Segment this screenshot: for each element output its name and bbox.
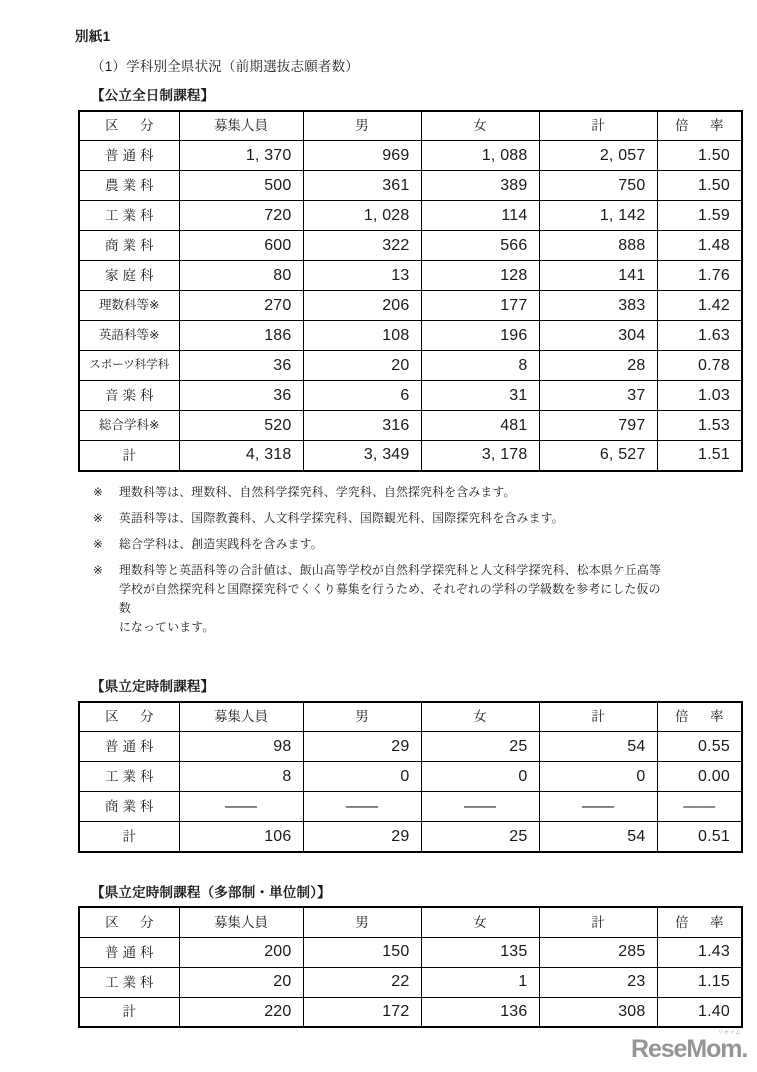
row-label: 家庭科 bbox=[79, 261, 179, 291]
resemom-watermark bbox=[631, 1030, 749, 1064]
col-capacity: 募集人員 bbox=[179, 907, 303, 937]
table-row bbox=[79, 291, 742, 321]
cell-capacity: 106 bbox=[179, 822, 303, 852]
cell-capacity: 600 bbox=[179, 231, 303, 261]
cell-total: 1, 142 bbox=[539, 201, 657, 231]
table-row bbox=[79, 351, 742, 381]
cell-male: 0 bbox=[303, 762, 421, 792]
table-row bbox=[79, 321, 742, 351]
cell-male: 29 bbox=[303, 822, 421, 852]
footnote-text bbox=[119, 483, 667, 502]
cell-total: 6, 527 bbox=[539, 441, 657, 471]
cell-total: —— bbox=[539, 792, 657, 822]
cell-female: 196 bbox=[421, 321, 539, 351]
cell-male: —— bbox=[303, 792, 421, 822]
cell-male: 20 bbox=[303, 351, 421, 381]
footnote-text bbox=[119, 535, 667, 554]
col-total: 計 bbox=[539, 111, 657, 141]
cell-total: 54 bbox=[539, 822, 657, 852]
row-label: 普通科 bbox=[79, 141, 179, 171]
table-parttime-prefectural bbox=[78, 701, 743, 853]
footnote-line: 理数科等と英語科等の合計値は、飯山高等学校が自然科学探究科と人文科学探究科、松本県ケ丘高等 bbox=[119, 562, 662, 577]
table-row bbox=[79, 732, 742, 762]
col-rate: 倍 率 bbox=[657, 907, 742, 937]
cell-capacity: 36 bbox=[179, 381, 303, 411]
footnote bbox=[93, 561, 719, 637]
table2-body bbox=[79, 732, 742, 852]
cell-female: —— bbox=[421, 792, 539, 822]
cell-male: 969 bbox=[303, 141, 421, 171]
col-division: 区 分 bbox=[79, 907, 179, 937]
cell-total: 37 bbox=[539, 381, 657, 411]
cell-capacity: 8 bbox=[179, 762, 303, 792]
cell-male: 150 bbox=[303, 937, 421, 967]
col-male: 男 bbox=[303, 907, 421, 937]
cell-total: 28 bbox=[539, 351, 657, 381]
table-row bbox=[79, 231, 742, 261]
cell-capacity: 186 bbox=[179, 321, 303, 351]
cell-rate: 0.55 bbox=[657, 732, 742, 762]
footnote-line: 理数科等は、理数科、自然科学探究科、学究科、自然探究科を含みます。 bbox=[119, 484, 516, 499]
cell-female: 481 bbox=[421, 411, 539, 441]
cell-rate: 1.43 bbox=[657, 937, 742, 967]
table-row bbox=[79, 441, 742, 471]
cell-female: 25 bbox=[421, 732, 539, 762]
row-label: 計 bbox=[79, 441, 179, 471]
cell-male: 316 bbox=[303, 411, 421, 441]
footnote-line: 英語科等は、国際教養科、人文科学探究科、国際観光科、国際探究科を含みます。 bbox=[119, 510, 564, 525]
cell-rate: 1.15 bbox=[657, 967, 742, 997]
row-label: 総合学科※ bbox=[79, 411, 179, 441]
cell-female: 566 bbox=[421, 231, 539, 261]
cell-rate: 1.42 bbox=[657, 291, 742, 321]
table-row bbox=[79, 201, 742, 231]
footnote-marker: ※ bbox=[93, 536, 104, 551]
watermark-subtext: リセマム bbox=[717, 1030, 741, 1036]
table1-wrapper bbox=[78, 110, 730, 472]
cell-capacity: 1, 370 bbox=[179, 141, 303, 171]
cell-rate: 1.63 bbox=[657, 321, 742, 351]
table-row bbox=[79, 411, 742, 441]
document-label: 別紙1 bbox=[75, 29, 111, 44]
cell-total: 2, 057 bbox=[539, 141, 657, 171]
cell-rate: 0.00 bbox=[657, 762, 742, 792]
footnote-marker: ※ bbox=[93, 510, 104, 525]
cell-rate: 1.50 bbox=[657, 141, 742, 171]
table-row bbox=[79, 141, 742, 171]
col-rate: 倍 率 bbox=[657, 702, 742, 732]
footnote-marker: ※ bbox=[93, 484, 104, 499]
cell-female: 177 bbox=[421, 291, 539, 321]
col-female: 女 bbox=[421, 111, 539, 141]
cell-male: 172 bbox=[303, 997, 421, 1027]
footnote-marker: ※ bbox=[93, 562, 104, 577]
table-row bbox=[79, 261, 742, 291]
cell-rate: 0.51 bbox=[657, 822, 742, 852]
cell-female: 25 bbox=[421, 822, 539, 852]
cell-male: 29 bbox=[303, 732, 421, 762]
cell-rate: 1.53 bbox=[657, 411, 742, 441]
cell-capacity: 36 bbox=[179, 351, 303, 381]
cell-rate: 1.59 bbox=[657, 201, 742, 231]
table3-caption: 【県立定時制課程（多部制・単位制）】 bbox=[91, 884, 331, 900]
table1-header-row bbox=[79, 111, 742, 141]
cell-rate: 1.50 bbox=[657, 171, 742, 201]
table-fulltime-public bbox=[78, 110, 743, 472]
table-row bbox=[79, 937, 742, 967]
col-capacity: 募集人員 bbox=[179, 702, 303, 732]
row-label: 音楽科 bbox=[79, 381, 179, 411]
table3-body bbox=[79, 937, 742, 1027]
table2-header-row bbox=[79, 702, 742, 732]
cell-female: 31 bbox=[421, 381, 539, 411]
table3-header-row bbox=[79, 907, 742, 937]
cell-capacity: 720 bbox=[179, 201, 303, 231]
row-label: 農業科 bbox=[79, 171, 179, 201]
cell-capacity: 220 bbox=[179, 997, 303, 1027]
cell-capacity: —— bbox=[179, 792, 303, 822]
col-male: 男 bbox=[303, 702, 421, 732]
cell-male: 361 bbox=[303, 171, 421, 201]
cell-capacity: 500 bbox=[179, 171, 303, 201]
table-row bbox=[79, 967, 742, 997]
table2-wrapper bbox=[78, 701, 730, 853]
cell-male: 3, 349 bbox=[303, 441, 421, 471]
cell-male: 322 bbox=[303, 231, 421, 261]
cell-capacity: 270 bbox=[179, 291, 303, 321]
cell-female: 8 bbox=[421, 351, 539, 381]
cell-total: 888 bbox=[539, 231, 657, 261]
cell-total: 141 bbox=[539, 261, 657, 291]
cell-male: 206 bbox=[303, 291, 421, 321]
row-label: 計 bbox=[79, 997, 179, 1027]
cell-capacity: 200 bbox=[179, 937, 303, 967]
footnote-line: 学校が自然探究科と国際探究科でくくり募集を行うため、それぞれの学科の学級数を参考にした仮の数 bbox=[119, 581, 661, 616]
col-female: 女 bbox=[421, 907, 539, 937]
footnote bbox=[93, 509, 719, 528]
cell-total: 750 bbox=[539, 171, 657, 201]
cell-total: 285 bbox=[539, 937, 657, 967]
cell-rate: 0.78 bbox=[657, 351, 742, 381]
footnote-text bbox=[119, 561, 667, 637]
watermark-text: ReseMom. bbox=[631, 1035, 748, 1063]
cell-male: 1, 028 bbox=[303, 201, 421, 231]
table3-wrapper bbox=[78, 906, 730, 1028]
table-row bbox=[79, 171, 742, 201]
row-label: 商業科 bbox=[79, 792, 179, 822]
col-total: 計 bbox=[539, 907, 657, 937]
row-label: 商業科 bbox=[79, 231, 179, 261]
cell-female: 114 bbox=[421, 201, 539, 231]
cell-rate: 1.76 bbox=[657, 261, 742, 291]
cell-capacity: 98 bbox=[179, 732, 303, 762]
cell-rate: 1.48 bbox=[657, 231, 742, 261]
cell-rate: 1.03 bbox=[657, 381, 742, 411]
footnote-text bbox=[119, 509, 667, 528]
row-label: 工業科 bbox=[79, 201, 179, 231]
row-label: 工業科 bbox=[79, 762, 179, 792]
col-male: 男 bbox=[303, 111, 421, 141]
cell-rate: —— bbox=[657, 792, 742, 822]
row-label: 英語科等※ bbox=[79, 321, 179, 351]
col-division: 区 分 bbox=[79, 111, 179, 141]
cell-female: 136 bbox=[421, 997, 539, 1027]
table-row bbox=[79, 822, 742, 852]
footnotes bbox=[93, 483, 719, 638]
col-capacity: 募集人員 bbox=[179, 111, 303, 141]
row-label: 工業科 bbox=[79, 967, 179, 997]
col-total: 計 bbox=[539, 702, 657, 732]
cell-female: 3, 178 bbox=[421, 441, 539, 471]
row-label: 普通科 bbox=[79, 732, 179, 762]
footnote-line: になっています。 bbox=[119, 620, 215, 635]
cell-total: 23 bbox=[539, 967, 657, 997]
cell-rate: 1.40 bbox=[657, 997, 742, 1027]
cell-capacity: 20 bbox=[179, 967, 303, 997]
footnote-line: 総合学科は、創造実践科を含みます。 bbox=[119, 536, 323, 551]
cell-male: 22 bbox=[303, 967, 421, 997]
footnote bbox=[93, 535, 719, 554]
row-label: 普通科 bbox=[79, 937, 179, 967]
cell-female: 135 bbox=[421, 937, 539, 967]
cell-capacity: 4, 318 bbox=[179, 441, 303, 471]
cell-male: 6 bbox=[303, 381, 421, 411]
col-rate: 倍 率 bbox=[657, 111, 742, 141]
cell-female: 1, 088 bbox=[421, 141, 539, 171]
cell-female: 1 bbox=[421, 967, 539, 997]
cell-total: 304 bbox=[539, 321, 657, 351]
cell-total: 308 bbox=[539, 997, 657, 1027]
cell-total: 383 bbox=[539, 291, 657, 321]
row-label: 理数科等※ bbox=[79, 291, 179, 321]
table-row bbox=[79, 762, 742, 792]
section-title: （1）学科別全県状況（前期選抜志願者数） bbox=[91, 58, 360, 74]
cell-total: 0 bbox=[539, 762, 657, 792]
cell-total: 797 bbox=[539, 411, 657, 441]
cell-total: 54 bbox=[539, 732, 657, 762]
cell-female: 0 bbox=[421, 762, 539, 792]
cell-capacity: 80 bbox=[179, 261, 303, 291]
table2-caption: 【県立定時制課程】 bbox=[91, 679, 215, 695]
cell-capacity: 520 bbox=[179, 411, 303, 441]
table-parttime-multicourse bbox=[78, 906, 743, 1028]
table1-caption: 【公立全日制課程】 bbox=[91, 88, 215, 103]
table1-body bbox=[79, 141, 742, 471]
row-label: 計 bbox=[79, 822, 179, 852]
col-division: 区 分 bbox=[79, 702, 179, 732]
cell-female: 389 bbox=[421, 171, 539, 201]
cell-female: 128 bbox=[421, 261, 539, 291]
cell-rate: 1.51 bbox=[657, 441, 742, 471]
table-row bbox=[79, 792, 742, 822]
table-row bbox=[79, 997, 742, 1027]
table-row bbox=[79, 381, 742, 411]
row-label: スポーツ科学科 bbox=[79, 351, 179, 381]
footnote bbox=[93, 483, 719, 502]
col-female: 女 bbox=[421, 702, 539, 732]
cell-male: 13 bbox=[303, 261, 421, 291]
cell-male: 108 bbox=[303, 321, 421, 351]
